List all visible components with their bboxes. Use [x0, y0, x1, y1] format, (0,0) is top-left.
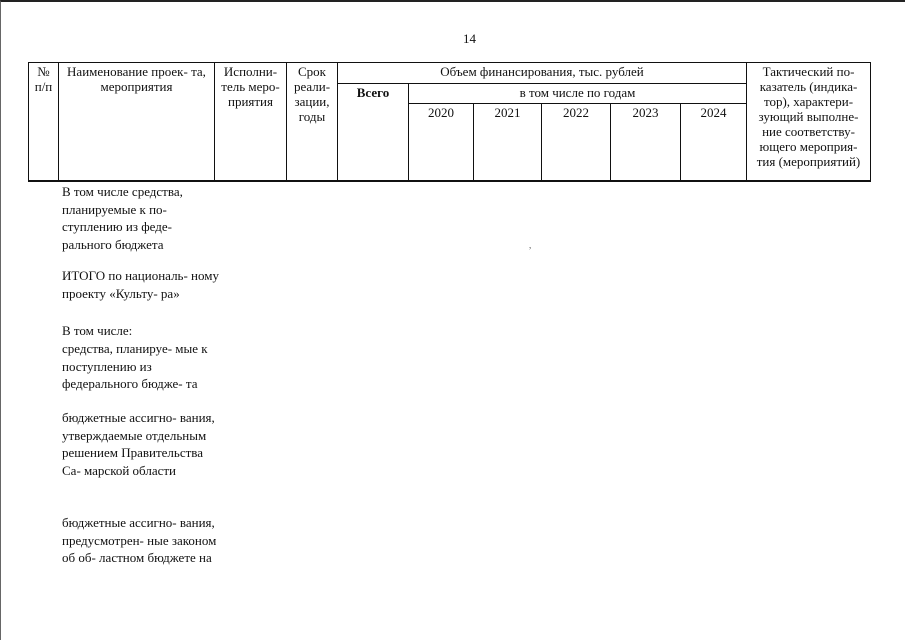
col-header-year-2020: 2020 [409, 104, 474, 182]
col-header-year-2022: 2022 [542, 104, 611, 182]
row-label: средства, планируе- мые к поступлению из федерального бюдже- та [62, 341, 208, 391]
page-number: 14 [463, 31, 476, 46]
row-label: бюджетные ассигно- вания, утверждаемые отдельным решением Правительства Са- марской области [62, 410, 215, 478]
col-header-year-2024: 2024 [681, 104, 747, 182]
row-label: В том числе средства, планируемые к по- ступлению из феде- рального бюджета [62, 184, 183, 252]
table-header [28, 62, 871, 182]
row-label: В том числе: [62, 323, 133, 338]
col-header-indicator: Тактический по- казатель (индика- тор), характери- зующий выполне- ние соответству- ющего мероприя- тия (мероприятий) [747, 63, 871, 182]
col-header-funding: Объем финансирования, тыс. рублей [338, 63, 747, 84]
col-header-total: Всего [338, 84, 409, 182]
col-header-term: Срок реали- зации, годы [287, 63, 338, 182]
col-header-num: № п/п [29, 63, 59, 182]
col-header-year-2021: 2021 [474, 104, 542, 182]
col-header-executor: Исполни- тель меро- приятия [215, 63, 287, 182]
col-header-name: Наименование проек- та, мероприятия [59, 63, 215, 182]
row-label: ИТОГО по националь- ному проекту «Культу- ра» [62, 268, 219, 301]
row-label: бюджетные ассигно- вания, предусмотрен- ные законом об об- ластном бюджете на [62, 515, 217, 565]
col-header-year-2023: 2023 [611, 104, 681, 182]
scan-speck: , [529, 240, 532, 250]
col-header-by-years: в том числе по годам [409, 84, 747, 104]
